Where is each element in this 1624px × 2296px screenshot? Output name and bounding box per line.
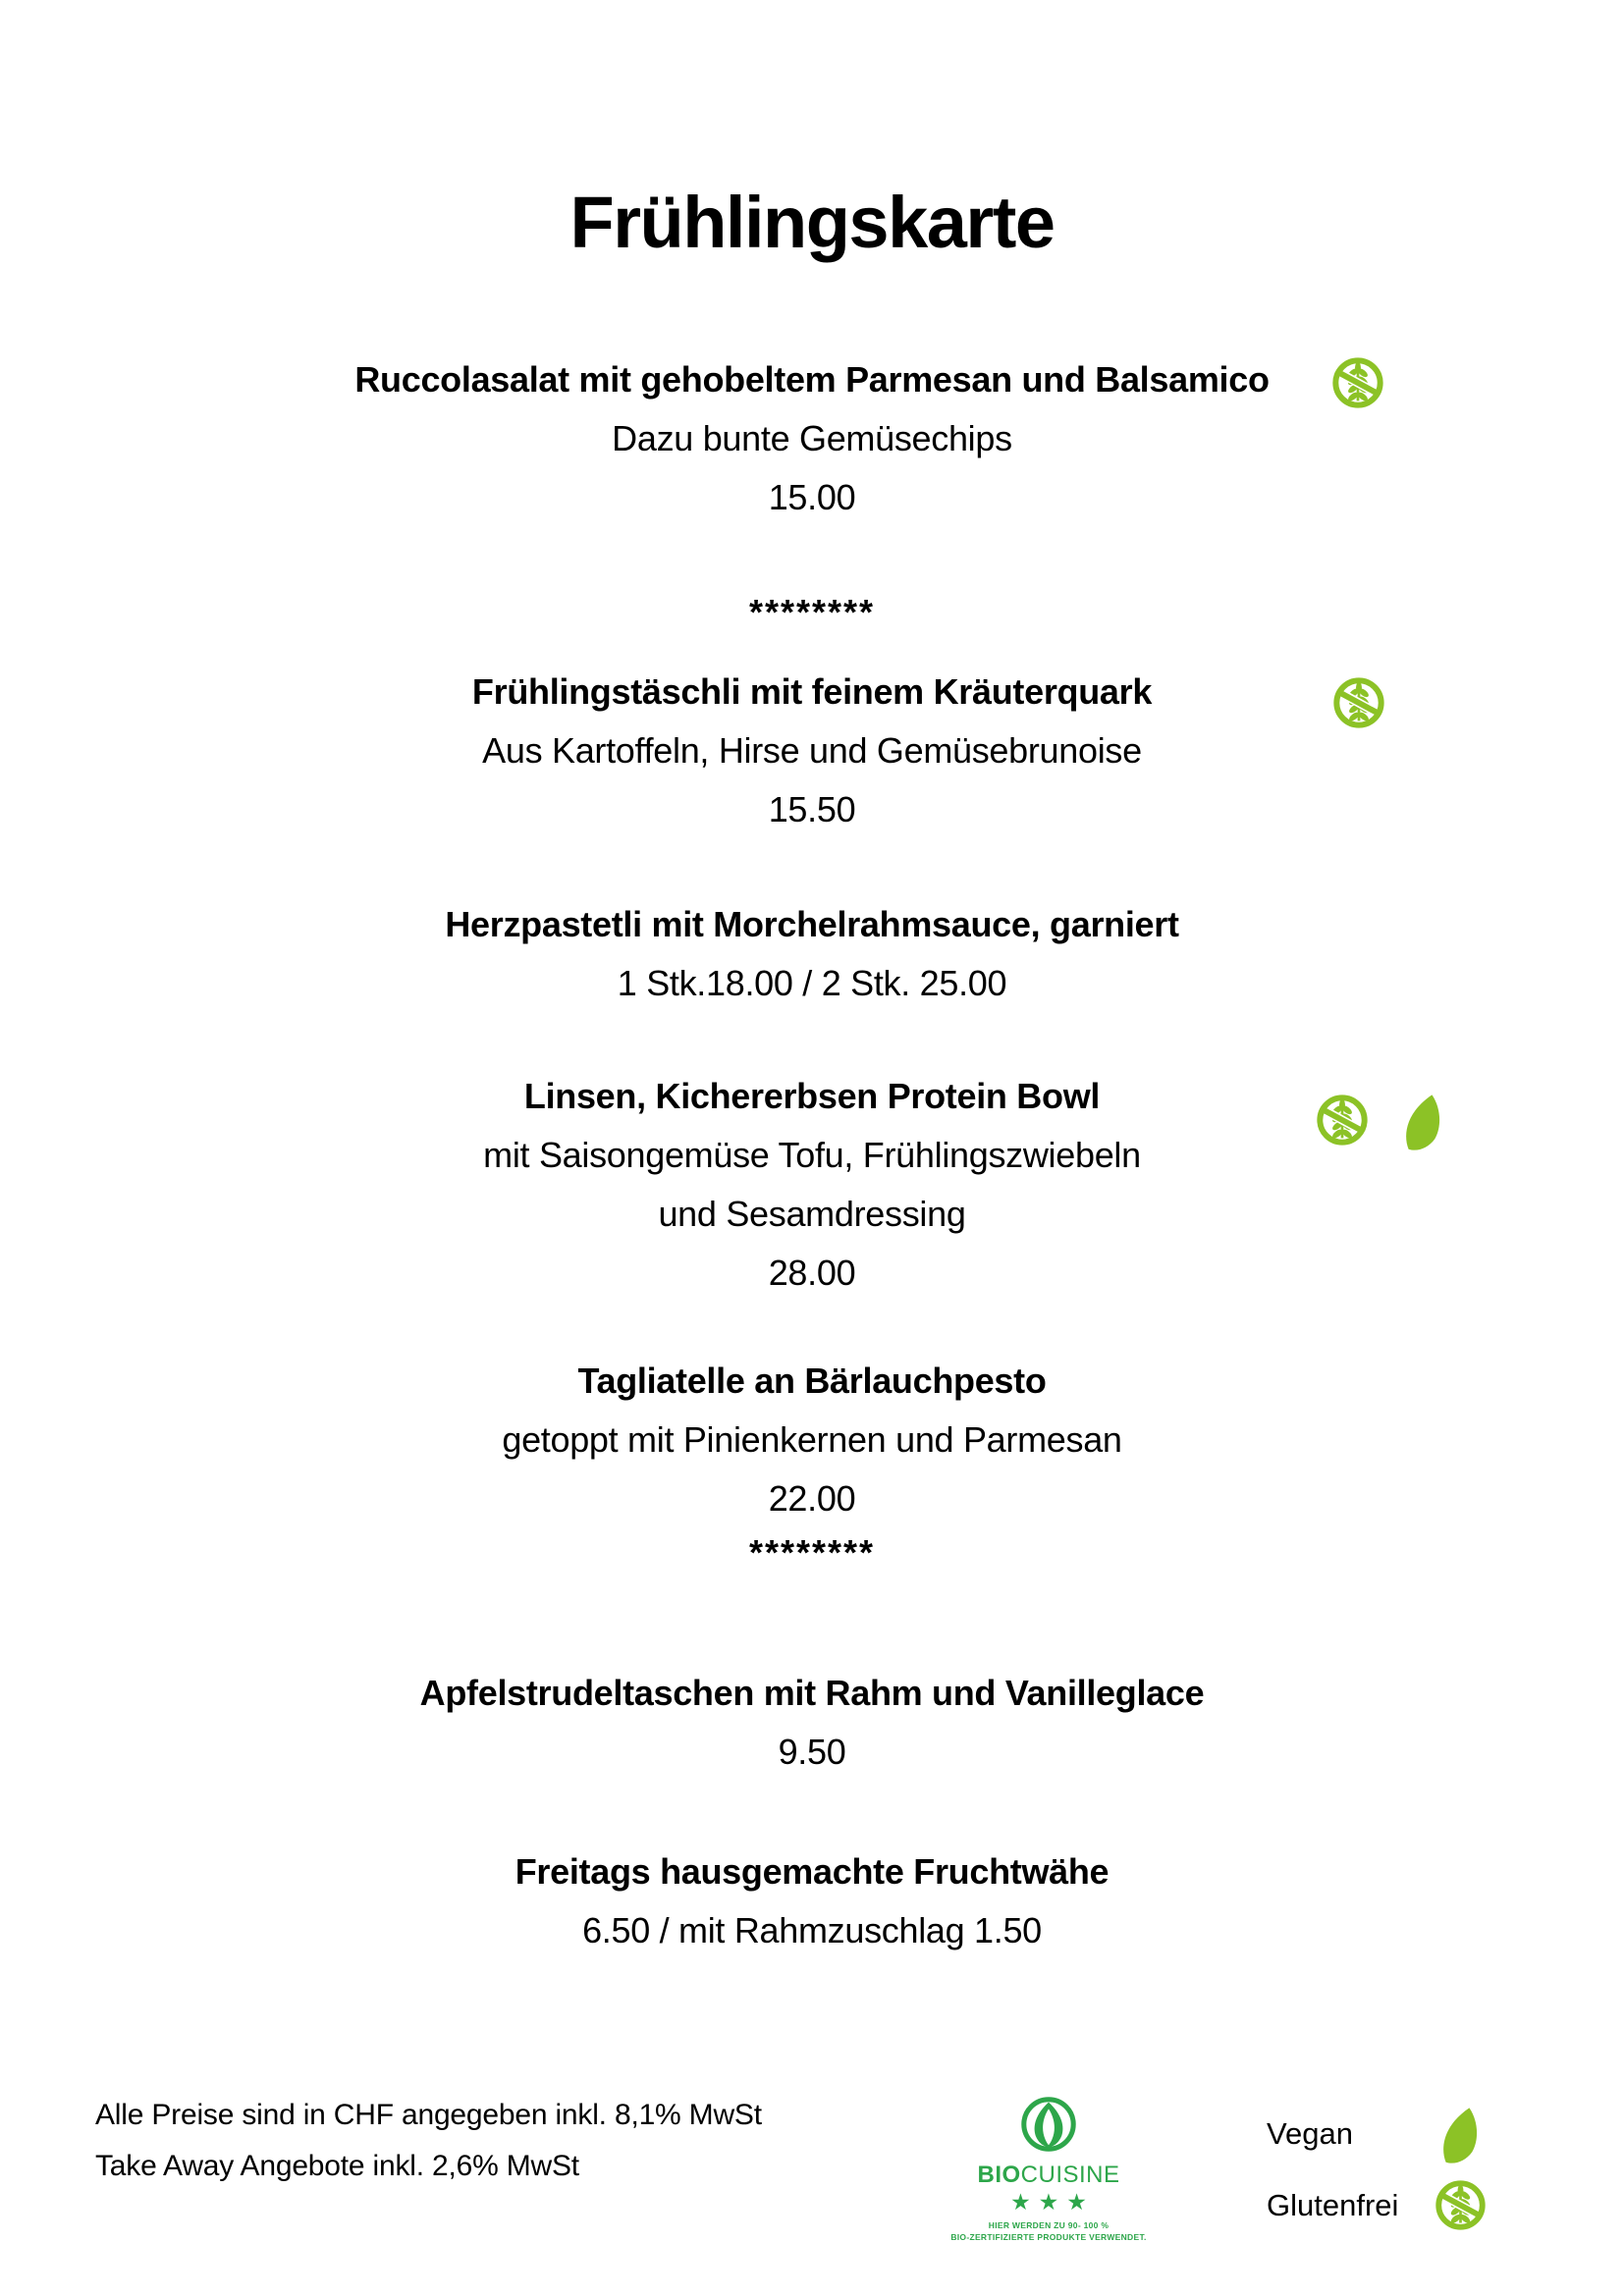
dish-price: 15.50 — [768, 789, 856, 829]
dish-price: 6.50 / mit Rahmzuschlag 1.50 — [582, 1910, 1042, 1950]
price-note-line: Alle Preise sind in CHF angegeben inkl. 8,1% MwSt — [95, 2099, 762, 2131]
dish-name: Tagliatelle an Bärlauchpesto — [577, 1361, 1047, 1401]
bio-cuisine-wordmark: BIOCUISINE — [977, 2162, 1120, 2188]
dish-dietary-icons — [1331, 356, 1384, 409]
dish-name: Ruccolasalat mit gehobeltem Parmesan und Balsamico — [354, 359, 1270, 400]
dish-price: 15.00 — [768, 477, 856, 517]
dish-name: Apfelstrudeltaschen mit Rahm und Vanilleglace — [419, 1673, 1205, 1713]
dish-description: Aus Kartoffeln, Hirse und Gemüsebrunoise — [482, 730, 1142, 771]
bio-certification-text: HIER WERDEN ZU 90- 100 % BIO-ZERTIFIZIERTE PRODUKTE VERWENDET. — [950, 2220, 1147, 2242]
price-notes — [95, 2090, 762, 2192]
menu-separator: ******** — [748, 592, 876, 632]
menu-item — [0, 350, 1624, 527]
dish-name: Linsen, Kichererbsen Protein Bowl — [523, 1076, 1101, 1116]
legend-label-vegan: Vegan — [1267, 2116, 1353, 2151]
dish-dietary-icons — [1316, 1094, 1441, 1152]
dish-description: und Sesamdressing — [658, 1194, 966, 1234]
glutenfree-icon — [1316, 1094, 1369, 1147]
dish-description: mit Saisongemüse Tofu, Frühlingszwiebeln — [483, 1135, 1141, 1175]
dish-price: 9.50 — [778, 1732, 846, 1772]
dish-description: getoppt mit Pinienkernen und Parmesan — [502, 1419, 1122, 1460]
dish-price: 28.00 — [768, 1253, 856, 1293]
dish-name: Freitags hausgemachte Fruchtwähe — [514, 1851, 1110, 1892]
menu-item — [0, 1664, 1624, 1782]
vegan-leaf-icon — [1437, 2107, 1479, 2165]
dish-price: 22.00 — [768, 1478, 856, 1519]
bio-cuisine-seal-icon — [1021, 2097, 1076, 2152]
dish-name: Herzpastetli mit Morchelrahmsauce, garniert — [445, 904, 1179, 944]
dish-description: Dazu bunte Gemüsechips — [612, 418, 1012, 458]
dish-price: 1 Stk.18.00 / 2 Stk. 25.00 — [617, 963, 1007, 1003]
menu-item — [0, 1842, 1624, 1960]
glutenfree-icon — [1332, 676, 1385, 729]
bio-stars-icon: ★★★ — [1010, 2189, 1095, 2215]
menu-item — [0, 1352, 1624, 1528]
dish-dietary-icons — [1332, 676, 1385, 729]
menu-item — [0, 663, 1624, 839]
price-note-line: Take Away Angebote inkl. 2,6% MwSt — [95, 2150, 579, 2182]
menu-item — [0, 895, 1624, 1013]
glutenfree-icon — [1435, 2179, 1487, 2231]
glutenfree-icon — [1331, 356, 1384, 409]
vegan-leaf-icon — [1400, 1094, 1441, 1152]
bio-cuisine-logo — [943, 2097, 1155, 2243]
dish-name: Frühlingstäschli mit feinem Kräuterquark — [471, 671, 1153, 712]
legend-label-glutenfree: Glutenfrei — [1267, 2188, 1399, 2222]
menu-item — [0, 1067, 1624, 1303]
menu-separator: ******** — [748, 1532, 876, 1573]
page-title: Frühlingskarte — [569, 182, 1055, 263]
